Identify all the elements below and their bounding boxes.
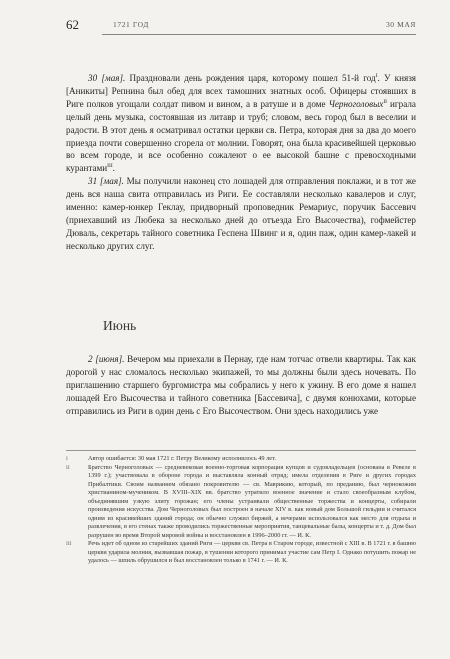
footnote-ref[interactable]: III: [107, 163, 113, 170]
footnote: [66, 464, 416, 541]
footnote-mark: III: [66, 541, 72, 547]
footnote-text: Речь идет об одном из старейших зданий Риги — церкви св. Петра в Старом городе, известной с XIII в. В 1721 г. в башню церкви ударила молния, вызвавшая пожар, в тушении которого принимал участие сам Петр I. Однако потушить пожар не удалось — шпиль обрушился и был восстановлен только в 1741 г. — И. К.: [88, 540, 416, 564]
text-block-may: [66, 72, 416, 253]
paragraph-may-31: [66, 175, 416, 252]
footnote-mark: II: [66, 464, 70, 471]
section-heading: Июнь: [103, 318, 137, 333]
footnotes: [66, 455, 416, 566]
paragraph-text: Праздновали день рождения царя, которому пошел 51-й год: [125, 73, 376, 83]
footnote-ref[interactable]: II: [383, 98, 387, 105]
paragraph-text: .: [112, 163, 115, 174]
footnote-text: Братство Черноголовых — средневековая военно-торговая корпорация купцов и судовладельцев (основана в Ревеле в 1399 г.); участвовала в обороне города и выставляла конный отряд; имела отделения в Риге и других городах Прибалтики. Своим названием обязано покровителю — св. Маврикию, который, по преданию, был чернокожим христианином-мучеником. В XVIII–XIX вв. братство утратило военное значение и стало своеобразным клубом, объединявшим узкую элиту горожан; его члены устраивали общественные торжества и концерты, собирали произведения искусства. Дом Черноголовых был построен в начале XIV в. как новый дом Большой гильдии и считался одним из красивейших зданий города; он обычно служил биржей, а вечерами использовался как место для отдыха и развлечения, в его стенах также проводились торжественные мероприятия, танцевальные балы, концерты и т. д. Дом был разрушен во время Второй мировой войны и восстановлен в 1996–2000 гг. — И. К.: [88, 463, 416, 539]
footnote: [66, 455, 416, 464]
paragraph-text: Мы получили наконец сто лошадей для отправления поклажи, и в тот же день вся наша свита отправилась из Риги. Ее составляли несколько кавалеров и слуг, именно: камер-юнкер Геклау, придворный проповедник Ремариус, поручик Бассевич (приехавший из Любека за несколько дней до отъезда Его Высочества), гофмейстер Дюваль, секретарь тайного советника Геспена Швинг и я, один паж, один камер-лакей и несколько других слуг.: [66, 176, 416, 251]
entry-date: 30 [мая].: [88, 73, 126, 83]
entry-date: 2 [июня].: [88, 354, 125, 364]
footnote-text: Автор ошибается: 30 мая 1721 г. Петру Великому исполнилось 49 лет.: [88, 455, 276, 462]
paragraph-text: Вечером мы приехали в Пернау, где нам тотчас отвели квартиры. Так как дорогой у нас сломалось несколько экипажей, то мы должны были здесь ночевать. По приглашению старшего бургомистра мы собрались у него к ужину. В его доме я нашел лошадей Его Высочества и тайного советника [Бассевича], с двумя конюхами, которые отправились из Риги в один день с Его Высочеством. Они здесь находились уже: [66, 354, 416, 416]
running-header-year: 1721 ГОД: [113, 20, 149, 29]
running-header-date: 30 МАЯ: [385, 20, 416, 29]
text-block-june: [66, 353, 416, 418]
footnote-ref[interactable]: I: [375, 72, 378, 79]
paragraph-text: . У князя [Аникиты] Репнина был обед для всех тамошних знатных особ. Офицеры стоявших в Риге полков угощали солдат пивом и вином, а в ратуше и в доме: [66, 73, 417, 109]
header-rule: [102, 34, 416, 35]
footnote: [66, 540, 416, 566]
footnote-mark: I: [66, 456, 68, 462]
paragraph-text: играла целый день музыка, состоявшая из литавр и труб; словом, весь город был в веселии и радости. В этот день я осматривал остатки церкви св. Петра, которая дня за два до моего приезда почти совершенно сгорела от молнии. Говорят, она была красивейшей церковью во всем городе, и все особенно сожалеют о ее высокой башне с превосходными курантами: [66, 98, 416, 174]
footnote-rule: [66, 450, 416, 451]
paragraph-may-30: [66, 72, 416, 175]
paragraph-june-2: [66, 353, 416, 418]
italic-term: Черноголовых: [328, 98, 384, 109]
entry-date: 31 [мая].: [88, 176, 124, 187]
page-number: 62: [66, 17, 79, 32]
